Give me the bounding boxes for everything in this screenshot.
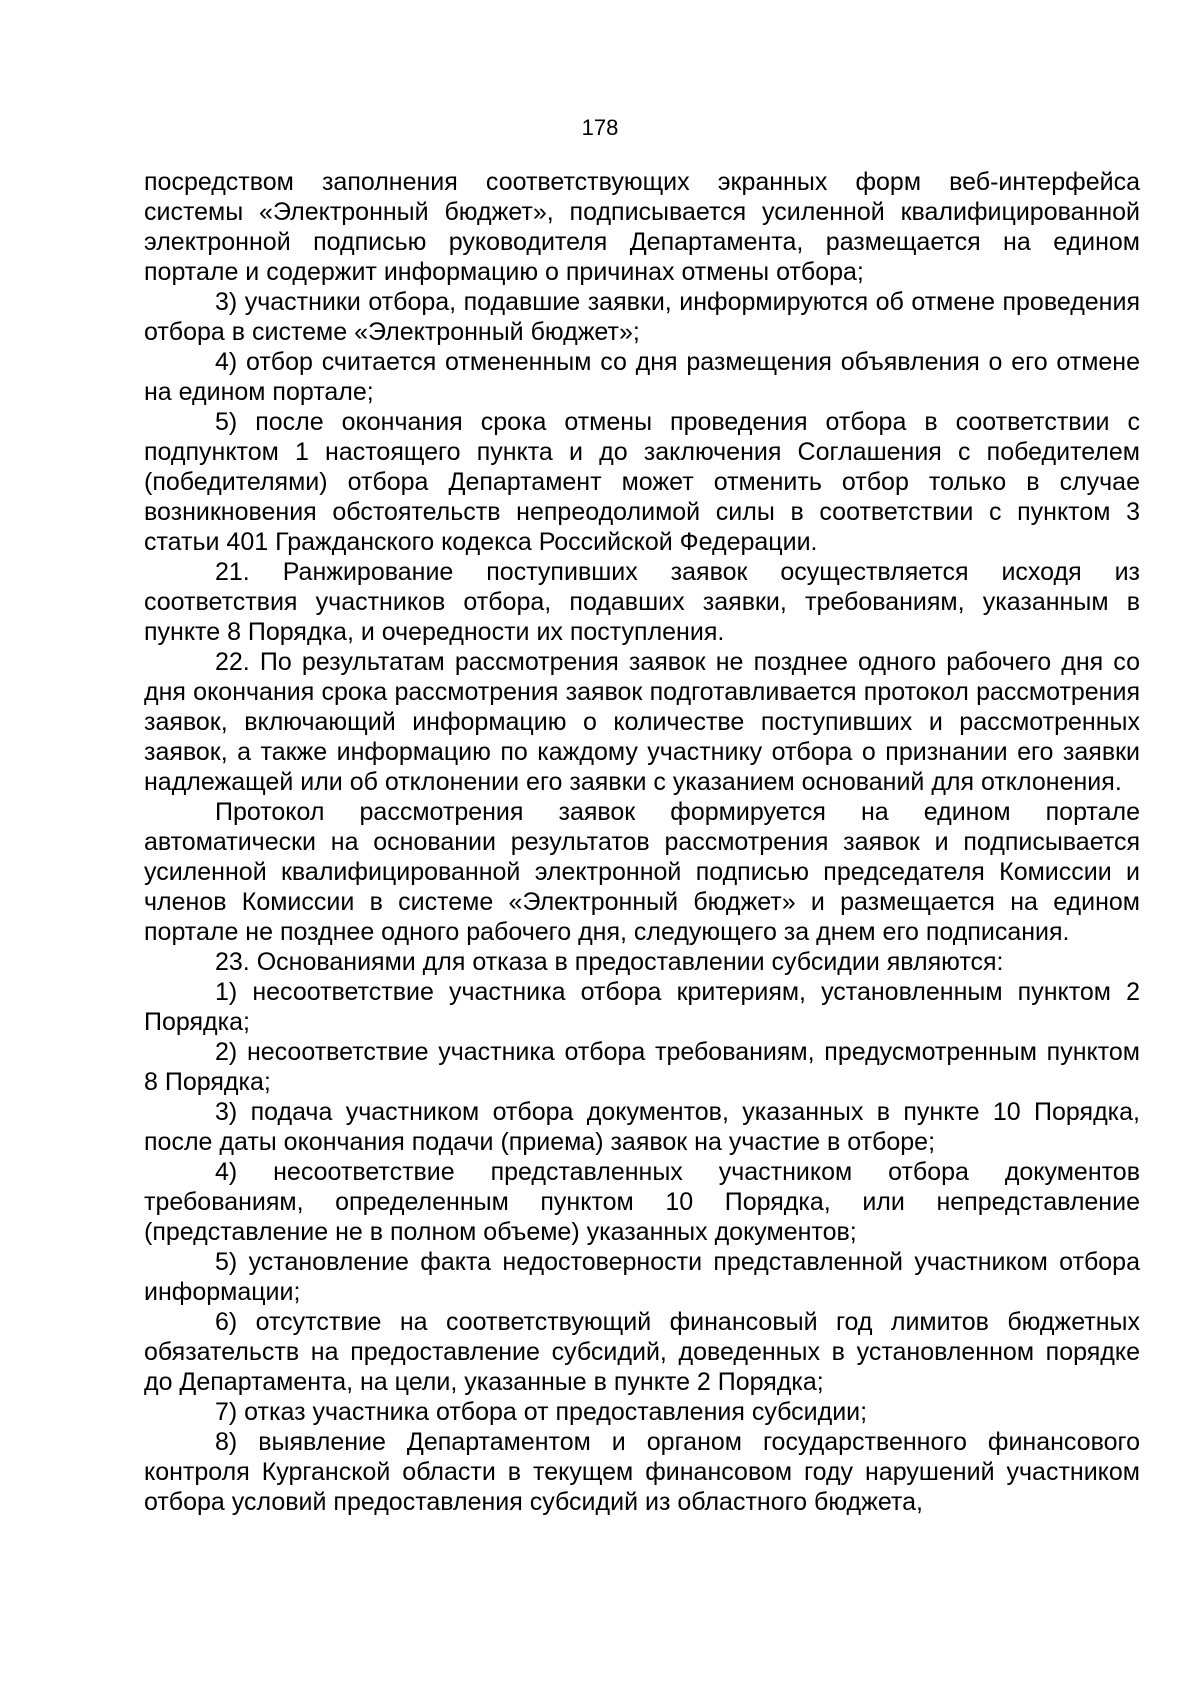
paragraph: Протокол рассмотрения заявок формируется на едином портале автоматически на основании результатов рассмотрения заявок и подписывается усиленной квалифицированной электронной подписью председателя Комиссии и членов Комиссии в системе «Электронный бюджет» и размещается на едином портале не позднее одного рабочего дня, следующего за днем его подписания.	[144, 798, 1140, 946]
paragraph: 2) несоответствие участника отбора требованиям, предусмотренным пунктом 8 Порядка;	[144, 1038, 1140, 1096]
paragraph: посредством заполнения соответствующих экранных форм веб-интерфейса системы «Электронный бюджет», подписывается усиленной квалифицированной электронной подписью руководителя Департамента, размещается на едином портале и содержит информацию о причинах отмены отбора;	[144, 168, 1140, 286]
paragraph: 8) выявление Департаментом и органом государственного финансового контроля Курганской области в текущем финансовом году нарушений участником отбора условий предоставления субсидий из областного бюджета,	[144, 1428, 1140, 1516]
paragraph: 22. По результатам рассмотрения заявок не позднее одного рабочего дня со дня окончания срока рассмотрения заявок подготавливается протокол рассмотрения заявок, включающий информацию о количестве поступивших и рассмотренных заявок, а также информацию по каждому участнику отбора о признании его заявки надлежащей или об отклонении его заявки с указанием оснований для отклонения.	[144, 648, 1140, 796]
paragraph: 1) несоответствие участника отбора критериям, установленным пунктом 2 Порядка;	[144, 978, 1140, 1036]
paragraph: 5) установление факта недостоверности представленной участником отбора информации;	[144, 1248, 1140, 1306]
page-number: 178	[581, 115, 619, 140]
paragraph: 5) после окончания срока отмены проведения отбора в соответствии с подпунктом 1 настоящего пункта и до заключения Соглашения с победителем (победителями) отбора Департамент может отменить отбор только в случае возникновения обстоятельств непреодолимой силы в соответствии с пунктом 3 статьи 401 Гражданского кодекса Российской Федерации.	[144, 408, 1140, 556]
paragraph: 7) отказ участника отбора от предоставления субсидии;	[215, 1398, 868, 1426]
paragraph: 3) участники отбора, подавшие заявки, информируются об отмене проведения отбора в системе «Электронный бюджет»;	[144, 288, 1140, 346]
paragraph: 23. Основаниями для отказа в предоставлении субсидии являются:	[215, 948, 1004, 976]
paragraph: 4) несоответствие представленных участником отбора документов требованиям, определенным пунктом 10 Порядка, или непредставление (представление не в полном объеме) указанных документов;	[144, 1158, 1140, 1246]
paragraph: 21. Ранжирование поступивших заявок осуществляется исходя из соответствия участников отбора, подавших заявки, требованиям, указанным в пункте 8 Порядка, и очередности их поступления.	[144, 558, 1140, 646]
paragraph: 3) подача участником отбора документов, указанных в пункте 10 Порядка, после даты окончания подачи (приема) заявок на участие в отборе;	[144, 1098, 1140, 1156]
paragraph: 6) отсутствие на соответствующий финансовый год лимитов бюджетных обязательств на предоставление субсидий, доведенных в установленном порядке до Департамента, на цели, указанные в пункте 2 Порядка;	[144, 1308, 1140, 1396]
body-text	[144, 167, 1140, 1517]
paragraph: 4) отбор считается отмененным со дня размещения объявления о его отмене на едином портале;	[144, 348, 1140, 406]
